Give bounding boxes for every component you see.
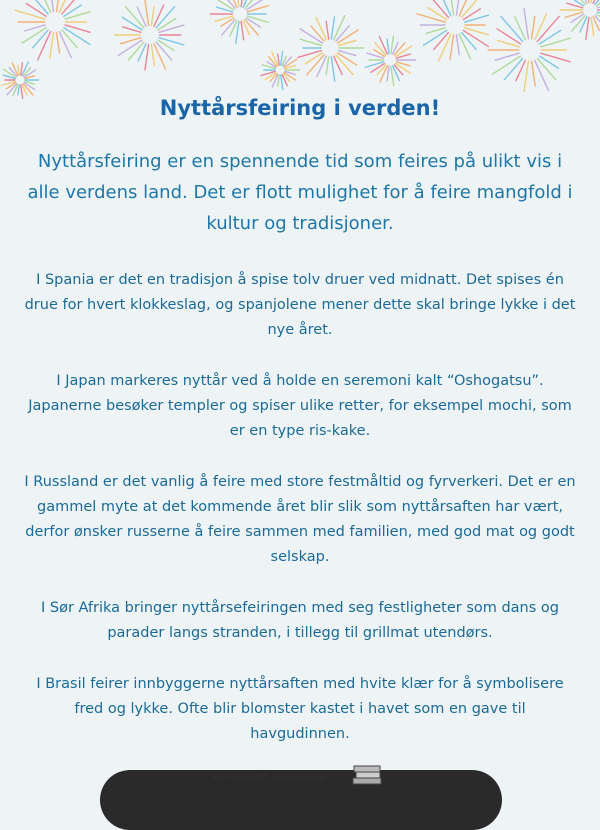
page-title: Nyttårsfeiring i verden!: [159, 96, 441, 120]
firework-ray: [331, 17, 334, 39]
firework-ray: [535, 60, 549, 90]
firework-ray: [456, 35, 459, 55]
firework-ray: [535, 14, 547, 39]
firework-ray: [532, 61, 536, 86]
paragraph-russia: I Russland er det vanlig å feire med store festmåltid og fyrverkeri. Det er en gammel myte at det kommende året blir slik som nyttårsaften har vært, derfor ønsker russerne å feire sammen med familien, med god mat og godt selskap.: [24, 474, 576, 565]
firework-ray: [391, 66, 394, 85]
firework-ray: [145, 0, 149, 26]
firework-ray: [38, 32, 51, 60]
firework-ray: [62, 30, 77, 48]
firework-ray: [459, 34, 470, 59]
firework-ray: [56, 32, 59, 53]
firework-ray: [156, 42, 171, 60]
firework-ray: [128, 42, 143, 60]
firework-ray: [387, 39, 389, 53]
firework-ray: [450, 35, 454, 60]
firework-ray: [524, 61, 528, 91]
firework-ray: [15, 10, 45, 19]
firework-ray: [387, 66, 389, 80]
firework-ray: [391, 36, 394, 54]
firework-ray: [537, 59, 555, 80]
firework-ray: [393, 66, 400, 81]
firework-ray: [326, 21, 329, 39]
firework-ray: [439, 34, 451, 61]
fireworks-decoration: [0, 0, 600, 110]
firework-ray: [281, 52, 283, 65]
firework-ray: [278, 75, 280, 86]
firework-ray: [462, 33, 477, 50]
firework-ray: [417, 14, 445, 22]
firework-ray: [504, 59, 522, 80]
firework-ray: [21, 63, 23, 75]
firework-ray: [154, 5, 164, 26]
paragraph-brazil: I Brasil feirer innbyggerne nyttårsaften med hvite klær for å symbolisere fred og lykke. Ofte blir blomster kastet i havet som en gave til havgudinnen.: [36, 676, 564, 742]
firework-ray: [311, 26, 324, 41]
firework-ray: [241, 21, 244, 39]
firework-ray: [154, 44, 166, 70]
firework-ray: [336, 26, 349, 41]
firework-ray: [334, 16, 345, 40]
firework-ray: [326, 57, 329, 75]
firework-ray: [18, 65, 19, 75]
firework-ray: [317, 56, 326, 76]
firework-ray: [59, 32, 71, 58]
firework-ray: [18, 85, 19, 95]
paragraph-japan: I Japan markeres nyttår ved å holde en seremoni kalt “Oshogatsu”. Japanerne besøker templer og spiser ulike retter, for eksempel mochi, som er en type ris-kake.: [28, 373, 572, 439]
firework-ray: [42, 0, 51, 12]
footer-credit: Viel Kunnikoff- Undervisning: [212, 772, 325, 781]
firework-ray: [434, 33, 449, 50]
intro-paragraph: Nyttårsfeiring er en spennende tid som feires på ulikt vis i alle verdens land. Det er flott mulighet for å feire mangfold i kultur og tradisjoner.: [27, 151, 573, 234]
firework-ray: [316, 18, 326, 40]
firework-ray: [334, 56, 342, 74]
firework-ray: [516, 60, 525, 80]
firework-ray: [443, 0, 451, 16]
firework-ray: [515, 17, 525, 40]
firework-ray: [524, 9, 528, 39]
firework-ray: [50, 0, 54, 12]
firework-ray: [33, 30, 48, 48]
firework-ray: [151, 44, 154, 65]
firework-ray: [145, 44, 149, 70]
firework-ray: [580, 17, 587, 32]
firework-ray: [151, 7, 154, 26]
firework-ray: [331, 57, 334, 81]
firework-ray: [591, 17, 594, 35]
firework-ray: [586, 17, 589, 39]
firework-ray: [278, 54, 280, 65]
firework-ray: [450, 0, 454, 15]
paragraph-spain: I Spania er det en tradisjon å spise tolv druer ved midnatt. Det spises én drue for hvert klokkeslag, og spanjolene mener dette skal bringe lykke i det nye året.: [24, 272, 576, 338]
firework-ray: [50, 32, 54, 58]
paragraph-south-africa: I Sør Afrika bringer nyttårsefeiringen med seg festligheter som dans og parader langs stranden, i tillegg til grillmat utendørs.: [40, 600, 559, 641]
firework-ray: [532, 17, 535, 39]
firework-ray: [459, 0, 468, 16]
firework-ray: [230, 21, 237, 36]
book-stack-icon: [350, 762, 386, 790]
firework-ray: [137, 7, 146, 26]
firework-ray: [236, 21, 239, 43]
